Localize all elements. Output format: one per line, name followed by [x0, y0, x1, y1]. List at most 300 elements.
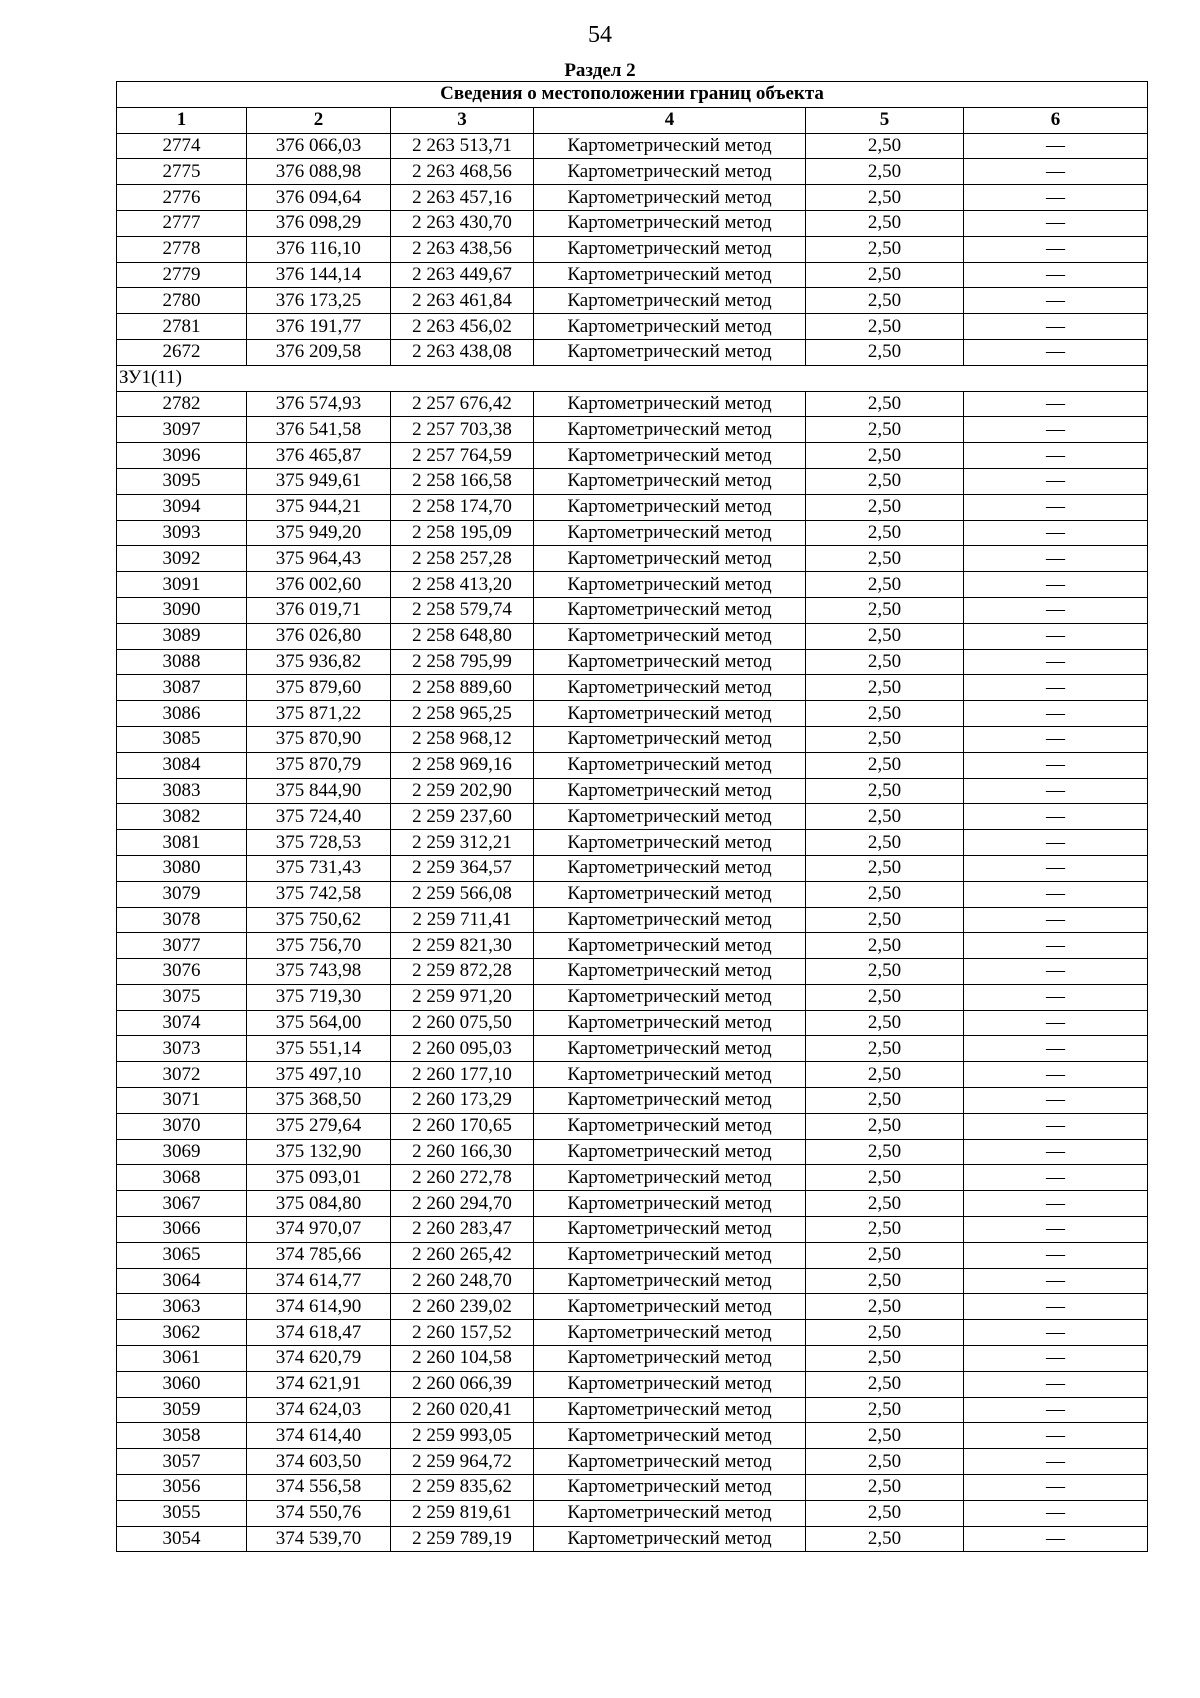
note-cell: —	[964, 210, 1148, 236]
accuracy-cell: 2,50	[806, 830, 964, 856]
note-cell: —	[964, 236, 1148, 262]
table-row	[117, 959, 1148, 985]
note-cell: —	[964, 1500, 1148, 1526]
table-row	[117, 185, 1148, 211]
coordinate-y-cell: 2 258 795,99	[391, 649, 534, 675]
accuracy-cell: 2,50	[806, 236, 964, 262]
accuracy-cell: 2,50	[806, 1242, 964, 1268]
accuracy-cell: 2,50	[806, 1062, 964, 1088]
coordinate-y-cell: 2 260 239,02	[391, 1294, 534, 1320]
coordinate-x-cell: 375 949,61	[247, 468, 391, 494]
coordinate-x-cell: 375 871,22	[247, 701, 391, 727]
table-row	[117, 443, 1148, 469]
point-number-cell: 3076	[117, 959, 247, 985]
coordinate-x-cell: 374 621,91	[247, 1371, 391, 1397]
table-row	[117, 262, 1148, 288]
point-number-cell: 3089	[117, 623, 247, 649]
table-row	[117, 417, 1148, 443]
method-cell: Картометрический метод	[534, 984, 806, 1010]
coordinate-x-cell: 376 116,10	[247, 236, 391, 262]
point-number-cell: 3090	[117, 597, 247, 623]
coordinate-x-cell: 375 497,10	[247, 1062, 391, 1088]
method-cell: Картометрический метод	[534, 494, 806, 520]
table-row	[117, 804, 1148, 830]
coordinate-x-cell: 374 624,03	[247, 1397, 391, 1423]
coordinate-y-cell: 2 258 413,20	[391, 572, 534, 598]
method-cell: Картометрический метод	[534, 159, 806, 185]
point-number-cell: 3059	[117, 1397, 247, 1423]
accuracy-cell: 2,50	[806, 1397, 964, 1423]
accuracy-cell: 2,50	[806, 159, 964, 185]
note-cell: —	[964, 468, 1148, 494]
table-row	[117, 855, 1148, 881]
coordinate-y-cell: 2 263 456,02	[391, 314, 534, 340]
coordinate-y-cell: 2 260 248,70	[391, 1268, 534, 1294]
coordinate-x-cell: 374 620,79	[247, 1346, 391, 1372]
accuracy-cell: 2,50	[806, 417, 964, 443]
coordinate-x-cell: 375 368,50	[247, 1088, 391, 1114]
point-number-cell: 3074	[117, 1010, 247, 1036]
table-row	[117, 726, 1148, 752]
point-number-cell: 3063	[117, 1294, 247, 1320]
accuracy-cell: 2,50	[806, 572, 964, 598]
coordinate-x-cell: 375 964,43	[247, 546, 391, 572]
point-number-cell: 3095	[117, 468, 247, 494]
coordinate-y-cell: 2 260 272,78	[391, 1165, 534, 1191]
column-number: 4	[534, 107, 806, 133]
accuracy-cell: 2,50	[806, 649, 964, 675]
coordinate-y-cell: 2 259 872,28	[391, 959, 534, 985]
accuracy-cell: 2,50	[806, 1217, 964, 1243]
accuracy-cell: 2,50	[806, 262, 964, 288]
coordinate-x-cell: 375 731,43	[247, 855, 391, 881]
coordinate-y-cell: 2 260 294,70	[391, 1191, 534, 1217]
accuracy-cell: 2,50	[806, 1475, 964, 1501]
point-number-cell: 3073	[117, 1036, 247, 1062]
method-cell: Картометрический метод	[534, 907, 806, 933]
accuracy-cell: 2,50	[806, 1526, 964, 1552]
method-cell: Картометрический метод	[534, 185, 806, 211]
point-number-cell: 2779	[117, 262, 247, 288]
coordinate-x-cell: 376 209,58	[247, 339, 391, 365]
table-row	[117, 597, 1148, 623]
point-number-cell: 3096	[117, 443, 247, 469]
table-row	[117, 339, 1148, 365]
method-cell: Картометрический метод	[534, 1088, 806, 1114]
table-row	[117, 1036, 1148, 1062]
coordinate-y-cell: 2 260 020,41	[391, 1397, 534, 1423]
accuracy-cell: 2,50	[806, 778, 964, 804]
column-number: 2	[247, 107, 391, 133]
accuracy-cell: 2,50	[806, 1449, 964, 1475]
point-number-cell: 3083	[117, 778, 247, 804]
method-cell: Картометрический метод	[534, 572, 806, 598]
section-title: Раздел 2	[564, 60, 636, 81]
point-number-cell: 3070	[117, 1113, 247, 1139]
table-row	[117, 752, 1148, 778]
coordinate-y-cell: 2 258 195,09	[391, 520, 534, 546]
coordinate-y-cell: 2 260 173,29	[391, 1088, 534, 1114]
accuracy-cell: 2,50	[806, 1320, 964, 1346]
note-cell: —	[964, 1217, 1148, 1243]
table-row	[117, 1320, 1148, 1346]
note-cell: —	[964, 1036, 1148, 1062]
coordinate-y-cell: 2 257 764,59	[391, 443, 534, 469]
point-number-cell: 3068	[117, 1165, 247, 1191]
method-cell: Картометрический метод	[534, 262, 806, 288]
coordinate-x-cell: 375 093,01	[247, 1165, 391, 1191]
note-cell: —	[964, 804, 1148, 830]
coordinate-x-cell: 375 870,90	[247, 726, 391, 752]
table-row	[117, 1371, 1148, 1397]
method-cell: Картометрический метод	[534, 520, 806, 546]
method-cell: Картометрический метод	[534, 288, 806, 314]
coordinate-y-cell: 2 263 430,70	[391, 210, 534, 236]
coordinate-x-cell: 375 551,14	[247, 1036, 391, 1062]
accuracy-cell: 2,50	[806, 597, 964, 623]
coordinate-x-cell: 374 603,50	[247, 1449, 391, 1475]
note-cell: —	[964, 1346, 1148, 1372]
note-cell: —	[964, 288, 1148, 314]
coordinate-x-cell: 375 084,80	[247, 1191, 391, 1217]
accuracy-cell: 2,50	[806, 546, 964, 572]
coordinate-x-cell: 376 098,29	[247, 210, 391, 236]
accuracy-cell: 2,50	[806, 1294, 964, 1320]
table-row	[117, 546, 1148, 572]
coordinate-y-cell: 2 260 066,39	[391, 1371, 534, 1397]
accuracy-cell: 2,50	[806, 288, 964, 314]
point-number-cell: 2781	[117, 314, 247, 340]
point-number-cell: 3072	[117, 1062, 247, 1088]
note-cell: —	[964, 494, 1148, 520]
point-number-cell: 2775	[117, 159, 247, 185]
coordinate-y-cell: 2 260 283,47	[391, 1217, 534, 1243]
coordinate-x-cell: 374 614,77	[247, 1268, 391, 1294]
point-number-cell: 2782	[117, 391, 247, 417]
method-cell: Картометрический метод	[534, 1113, 806, 1139]
note-cell: —	[964, 984, 1148, 1010]
note-cell: —	[964, 778, 1148, 804]
table-row	[117, 468, 1148, 494]
coordinate-y-cell: 2 263 438,08	[391, 339, 534, 365]
point-number-cell: 3091	[117, 572, 247, 598]
table-row	[117, 1165, 1148, 1191]
coordinate-y-cell: 2 257 703,38	[391, 417, 534, 443]
method-cell: Картометрический метод	[534, 726, 806, 752]
coordinate-y-cell: 2 263 457,16	[391, 185, 534, 211]
note-cell: —	[964, 1526, 1148, 1552]
table-row	[117, 623, 1148, 649]
table-row	[117, 778, 1148, 804]
point-number-cell: 3078	[117, 907, 247, 933]
accuracy-cell: 2,50	[806, 726, 964, 752]
accuracy-cell: 2,50	[806, 623, 964, 649]
coordinate-x-cell: 374 539,70	[247, 1526, 391, 1552]
point-number-cell: 3081	[117, 830, 247, 856]
point-number-cell: 3054	[117, 1526, 247, 1552]
note-cell: —	[964, 339, 1148, 365]
method-cell: Картометрический метод	[534, 1294, 806, 1320]
coordinate-x-cell: 376 026,80	[247, 623, 391, 649]
note-cell: —	[964, 855, 1148, 881]
coordinate-y-cell: 2 259 202,90	[391, 778, 534, 804]
group-label-section	[117, 365, 1148, 391]
coordinate-x-cell: 375 279,64	[247, 1113, 391, 1139]
note-cell: —	[964, 1371, 1148, 1397]
table-row	[117, 1010, 1148, 1036]
accuracy-cell: 2,50	[806, 468, 964, 494]
point-number-cell: 3092	[117, 546, 247, 572]
method-cell: Картометрический метод	[534, 1423, 806, 1449]
group-label: ЗУ1(11)	[117, 365, 1148, 391]
coordinate-x-cell: 374 614,40	[247, 1423, 391, 1449]
point-number-cell: 3056	[117, 1475, 247, 1501]
coordinate-y-cell: 2 259 821,30	[391, 933, 534, 959]
note-cell: —	[964, 933, 1148, 959]
coordinate-x-cell: 376 019,71	[247, 597, 391, 623]
accuracy-cell: 2,50	[806, 1113, 964, 1139]
method-cell: Картометрический метод	[534, 210, 806, 236]
table-row	[117, 1242, 1148, 1268]
table-row	[117, 1294, 1148, 1320]
accuracy-cell: 2,50	[806, 210, 964, 236]
accuracy-cell: 2,50	[806, 1010, 964, 1036]
coordinate-x-cell: 375 743,98	[247, 959, 391, 985]
coordinate-x-cell: 375 844,90	[247, 778, 391, 804]
method-cell: Картометрический метод	[534, 959, 806, 985]
page-number: 54	[588, 22, 612, 48]
table-row	[117, 1397, 1148, 1423]
note-cell: —	[964, 1139, 1148, 1165]
coordinate-x-cell: 374 785,66	[247, 1242, 391, 1268]
note-cell: —	[964, 881, 1148, 907]
coordinate-x-cell: 374 618,47	[247, 1320, 391, 1346]
point-number-cell: 3077	[117, 933, 247, 959]
point-number-cell: 3086	[117, 701, 247, 727]
note-cell: —	[964, 752, 1148, 778]
accuracy-cell: 2,50	[806, 443, 964, 469]
coordinate-y-cell: 2 263 461,84	[391, 288, 534, 314]
note-cell: —	[964, 701, 1148, 727]
note-cell: —	[964, 159, 1148, 185]
accuracy-cell: 2,50	[806, 959, 964, 985]
coordinate-y-cell: 2 259 789,19	[391, 1526, 534, 1552]
group-label-row	[117, 365, 1148, 391]
coordinate-y-cell: 2 263 513,71	[391, 133, 534, 159]
boundary-coordinates-table	[116, 81, 1148, 1552]
method-cell: Картометрический метод	[534, 1397, 806, 1423]
column-number: 1	[117, 107, 247, 133]
table-row	[117, 236, 1148, 262]
method-cell: Картометрический метод	[534, 468, 806, 494]
note-cell: —	[964, 623, 1148, 649]
table-row	[117, 1449, 1148, 1475]
accuracy-cell: 2,50	[806, 1191, 964, 1217]
method-cell: Картометрический метод	[534, 236, 806, 262]
note-cell: —	[964, 649, 1148, 675]
note-cell: —	[964, 1320, 1148, 1346]
method-cell: Картометрический метод	[534, 1475, 806, 1501]
coordinate-y-cell: 2 260 166,30	[391, 1139, 534, 1165]
accuracy-cell: 2,50	[806, 1500, 964, 1526]
coordinate-y-cell: 2 259 835,62	[391, 1475, 534, 1501]
coordinate-y-cell: 2 257 676,42	[391, 391, 534, 417]
coordinate-x-cell: 376 088,98	[247, 159, 391, 185]
point-number-cell: 3088	[117, 649, 247, 675]
coordinate-y-cell: 2 259 971,20	[391, 984, 534, 1010]
column-number: 5	[806, 107, 964, 133]
table-row	[117, 675, 1148, 701]
note-cell: —	[964, 1113, 1148, 1139]
point-number-cell: 2778	[117, 236, 247, 262]
coordinate-y-cell: 2 258 648,80	[391, 623, 534, 649]
note-cell: —	[964, 443, 1148, 469]
accuracy-cell: 2,50	[806, 701, 964, 727]
method-cell: Картометрический метод	[534, 1191, 806, 1217]
point-number-cell: 3065	[117, 1242, 247, 1268]
coordinate-x-cell: 376 173,25	[247, 288, 391, 314]
note-cell: —	[964, 1088, 1148, 1114]
method-cell: Картометрический метод	[534, 1242, 806, 1268]
accuracy-cell: 2,50	[806, 520, 964, 546]
accuracy-cell: 2,50	[806, 185, 964, 211]
table-row	[117, 1191, 1148, 1217]
note-cell: —	[964, 391, 1148, 417]
table-row	[117, 1268, 1148, 1294]
method-cell: Картометрический метод	[534, 417, 806, 443]
accuracy-cell: 2,50	[806, 1371, 964, 1397]
coordinate-y-cell: 2 263 468,56	[391, 159, 534, 185]
table-row	[117, 881, 1148, 907]
coordinate-y-cell: 2 259 819,61	[391, 1500, 534, 1526]
coordinate-x-cell: 374 614,90	[247, 1294, 391, 1320]
accuracy-cell: 2,50	[806, 339, 964, 365]
coordinate-x-cell: 374 556,58	[247, 1475, 391, 1501]
note-cell: —	[964, 1062, 1148, 1088]
note-cell: —	[964, 1423, 1148, 1449]
coordinate-y-cell: 2 258 965,25	[391, 701, 534, 727]
column-number: 3	[391, 107, 534, 133]
method-cell: Картометрический метод	[534, 1346, 806, 1372]
note-cell: —	[964, 1397, 1148, 1423]
point-number-cell: 3097	[117, 417, 247, 443]
method-cell: Картометрический метод	[534, 675, 806, 701]
coordinate-x-cell: 376 002,60	[247, 572, 391, 598]
point-number-cell: 3080	[117, 855, 247, 881]
coordinate-y-cell: 2 260 075,50	[391, 1010, 534, 1036]
coordinate-x-cell: 376 574,93	[247, 391, 391, 417]
coordinate-y-cell: 2 260 177,10	[391, 1062, 534, 1088]
method-cell: Картометрический метод	[534, 443, 806, 469]
coordinate-y-cell: 2 258 579,74	[391, 597, 534, 623]
point-number-cell: 3066	[117, 1217, 247, 1243]
coordinate-x-cell: 376 541,58	[247, 417, 391, 443]
coordinate-x-cell: 374 550,76	[247, 1500, 391, 1526]
coordinate-x-cell: 375 750,62	[247, 907, 391, 933]
accuracy-cell: 2,50	[806, 1088, 964, 1114]
point-number-cell: 3084	[117, 752, 247, 778]
coordinate-x-cell: 376 144,14	[247, 262, 391, 288]
table-row	[117, 1062, 1148, 1088]
accuracy-cell: 2,50	[806, 1139, 964, 1165]
point-number-cell: 3093	[117, 520, 247, 546]
table-row	[117, 1423, 1148, 1449]
note-cell: —	[964, 520, 1148, 546]
coordinate-y-cell: 2 259 237,60	[391, 804, 534, 830]
note-cell: —	[964, 726, 1148, 752]
point-number-cell: 2776	[117, 185, 247, 211]
method-cell: Картометрический метод	[534, 1010, 806, 1036]
coordinate-x-cell: 375 870,79	[247, 752, 391, 778]
method-cell: Картометрический метод	[534, 314, 806, 340]
accuracy-cell: 2,50	[806, 391, 964, 417]
column-number: 6	[964, 107, 1148, 133]
accuracy-cell: 2,50	[806, 133, 964, 159]
method-cell: Картометрический метод	[534, 778, 806, 804]
coordinate-y-cell: 2 259 964,72	[391, 1449, 534, 1475]
accuracy-cell: 2,50	[806, 675, 964, 701]
note-cell: —	[964, 907, 1148, 933]
point-number-cell: 2777	[117, 210, 247, 236]
coordinate-x-cell: 376 066,03	[247, 133, 391, 159]
method-cell: Картометрический метод	[534, 1217, 806, 1243]
method-cell: Картометрический метод	[534, 933, 806, 959]
note-cell: —	[964, 133, 1148, 159]
coordinate-y-cell: 2 259 566,08	[391, 881, 534, 907]
coordinate-y-cell: 2 258 889,60	[391, 675, 534, 701]
point-number-cell: 3082	[117, 804, 247, 830]
table-row	[117, 984, 1148, 1010]
table-row	[117, 1113, 1148, 1139]
method-cell: Картометрический метод	[534, 1371, 806, 1397]
note-cell: —	[964, 959, 1148, 985]
point-number-cell: 3085	[117, 726, 247, 752]
accuracy-cell: 2,50	[806, 933, 964, 959]
accuracy-cell: 2,50	[806, 314, 964, 340]
coordinate-x-cell: 375 728,53	[247, 830, 391, 856]
column-number-row	[117, 107, 1148, 133]
table-row	[117, 1526, 1148, 1552]
point-number-cell: 3062	[117, 1320, 247, 1346]
table-row	[117, 1139, 1148, 1165]
accuracy-cell: 2,50	[806, 881, 964, 907]
table-row	[117, 314, 1148, 340]
method-cell: Картометрический метод	[534, 1062, 806, 1088]
table-row	[117, 520, 1148, 546]
table-row	[117, 907, 1148, 933]
coordinate-x-cell: 376 191,77	[247, 314, 391, 340]
method-cell: Картометрический метод	[534, 881, 806, 907]
coordinate-x-cell: 376 465,87	[247, 443, 391, 469]
table-row	[117, 933, 1148, 959]
coordinate-x-cell: 376 094,64	[247, 185, 391, 211]
method-cell: Картометрический метод	[534, 1500, 806, 1526]
table-row	[117, 1500, 1148, 1526]
method-cell: Картометрический метод	[534, 391, 806, 417]
method-cell: Картометрический метод	[534, 1320, 806, 1346]
note-cell: —	[964, 417, 1148, 443]
point-number-cell: 2774	[117, 133, 247, 159]
table-row	[117, 1088, 1148, 1114]
rows-before-group	[117, 133, 1148, 365]
note-cell: —	[964, 1268, 1148, 1294]
accuracy-cell: 2,50	[806, 1165, 964, 1191]
note-cell: —	[964, 185, 1148, 211]
coordinate-x-cell: 375 879,60	[247, 675, 391, 701]
method-cell: Картометрический метод	[534, 1526, 806, 1552]
coordinate-y-cell: 2 258 969,16	[391, 752, 534, 778]
method-cell: Картометрический метод	[534, 1036, 806, 1062]
